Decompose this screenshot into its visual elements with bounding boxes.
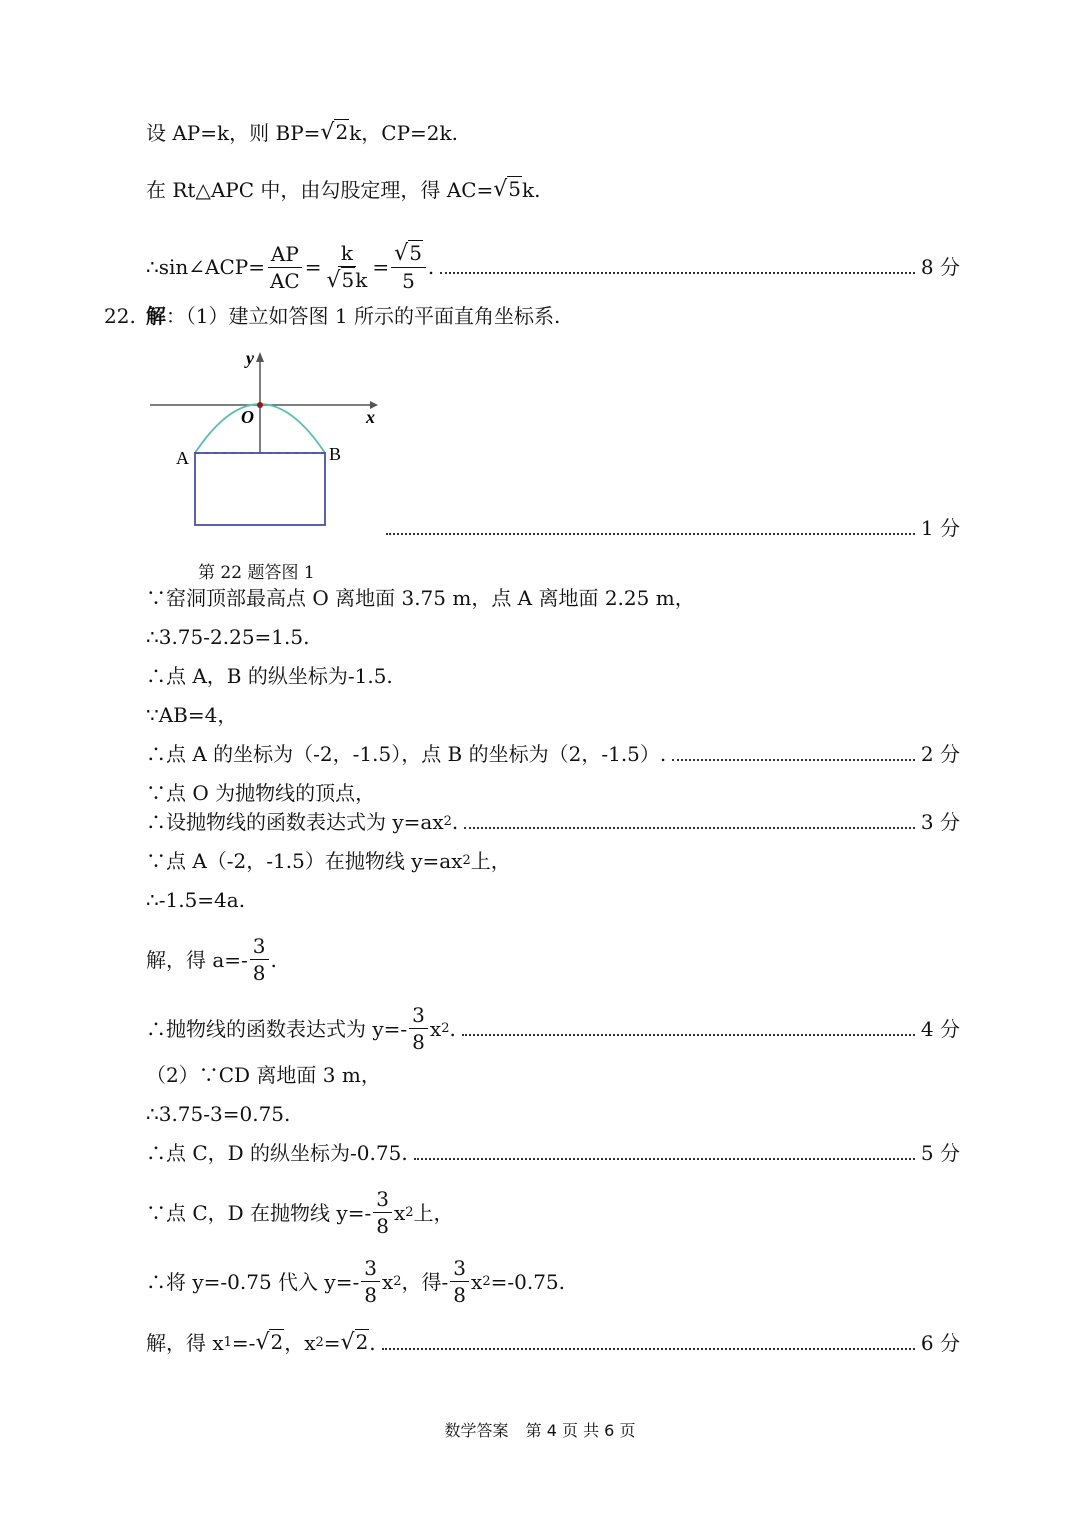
fraction: $\frac{3}{8}$ (450, 1255, 469, 1308)
dot-leader (386, 533, 915, 535)
score: 2 分 (920, 742, 960, 766)
fraction: $\frac{3}{8}$ (361, 1255, 380, 1308)
text: ∴设抛物线的函数表达式为 y=ax (146, 810, 444, 834)
text-line (146, 175, 960, 204)
label-b: B (329, 444, 342, 464)
dot-leader (464, 827, 915, 829)
sqrt: √2 (255, 1330, 284, 1355)
score: 8 分 (920, 255, 960, 279)
text: ∴sin∠ACP= (146, 255, 265, 279)
text: 在 Rt△APC 中，由勾股定理，得 AC= (146, 177, 494, 202)
text: ，x (284, 1330, 316, 1355)
dot-leader (672, 759, 915, 761)
text: ：（1）建立如答图 1 所示的平面直角坐标系. (165, 304, 561, 328)
score: 3 分 (920, 810, 960, 834)
parabola-figure (140, 340, 400, 540)
text: x (393, 1200, 406, 1225)
text-line: ∴点 A，B 的纵坐标为-1.5. (146, 664, 393, 688)
label-x: x (366, 407, 375, 427)
text: ∴将 y=-0.75 代入 y=- (146, 1269, 360, 1294)
text-line: ∵窑洞顶部最高点 O 离地面 3.75 m，点 A 离地面 2.25 m， (146, 586, 695, 610)
text: ，得- (401, 1269, 449, 1294)
question-number: 22. (104, 304, 136, 328)
footer-subject: 数学答案 (444, 1421, 509, 1440)
text-line: （2）∵CD 离地面 3 m， (146, 1063, 381, 1087)
text-line (146, 740, 960, 768)
footer-page: 第 4 页 共 6 页 (525, 1421, 636, 1440)
figure-caption: 第 22 题答图 1 (198, 563, 315, 583)
question-header (104, 302, 960, 330)
score: 5 分 (920, 1141, 960, 1165)
text-line: ∴-1.5=4a. (146, 888, 246, 912)
text: ∴点 C，D 的纵坐标为-0.75. (146, 1141, 408, 1165)
solution-label: 解 (145, 304, 166, 328)
text-line: ∴将 y=-0.75 代入 y=- $\frac{3}{8}$ x 2 ，得- $\frac{3}{8}$ x 2 =-0.75. (146, 1256, 565, 1307)
text: ∵点 C，D 在抛物线 y=- (146, 1200, 372, 1225)
fraction: $\frac{AP}{AC}$ (267, 241, 303, 294)
text: x (471, 1269, 483, 1294)
fraction: $\frac{3}{8}$ (373, 1186, 392, 1239)
text: x (429, 1016, 442, 1041)
text: x (381, 1269, 394, 1294)
text: ∴抛物线的函数表达式为 y=- (146, 1016, 408, 1041)
text: 上， (470, 849, 511, 873)
equals: = (304, 255, 322, 279)
text-line: ∵点 C，D 在抛物线 y=- $\frac{3}{8}$ x 2 上， (146, 1187, 454, 1238)
window-rect (195, 453, 325, 525)
text: 解，得 a=- (146, 947, 248, 972)
text-line: ∴抛物线的函数表达式为 y=- $\frac{3}{8}$ x 2 . 4 分 (146, 1003, 960, 1054)
text: = (323, 1330, 341, 1355)
text: 解，得 x (146, 1330, 224, 1355)
label-a: A (176, 448, 189, 468)
dot-leader (382, 1348, 915, 1350)
y-axis-arrow (256, 352, 264, 362)
text-line (146, 933, 960, 986)
text-line (146, 240, 960, 294)
fraction: $\frac{√5}{5}$ (391, 240, 426, 294)
fraction: $\frac{3}{8}$ (409, 1002, 428, 1055)
text: . (451, 810, 459, 834)
text: k. (522, 177, 541, 202)
dot-leader (414, 1158, 915, 1160)
text-line: ∴设抛物线的函数表达式为 y=ax 2 . 3 分 (146, 810, 960, 834)
origin-dot (257, 402, 263, 408)
text: ∴点 A 的坐标为（-2，-1.5），点 B 的坐标为（2，-1.5）. (146, 742, 667, 766)
text: k，CP=2k. (349, 120, 459, 145)
fraction: $\frac{3}{8}$ (250, 933, 269, 986)
text-line: ∴3.75-3=0.75. (146, 1102, 291, 1126)
text-line: 解，得 x 1 =- √2 ，x 2 = √2 . 6 分 (146, 1330, 960, 1355)
equals: = (372, 255, 390, 279)
sqrt: √2 (320, 120, 349, 145)
text: 设 AP=k，则 BP= (146, 120, 321, 145)
text-line: ∵AB=4， (146, 703, 238, 727)
text-line (146, 118, 960, 147)
text: . (369, 1330, 376, 1355)
text: . (270, 947, 277, 972)
text-line (146, 1139, 960, 1167)
label-o: O (241, 407, 254, 427)
sqrt: √2 (340, 1330, 369, 1355)
text: =- (231, 1330, 256, 1355)
text: . (427, 255, 435, 279)
text-line: ∴3.75-2.25=1.5. (146, 625, 310, 649)
text: . (449, 1016, 456, 1041)
score: 4 分 (920, 1016, 960, 1041)
text-line (386, 514, 960, 542)
score: 1 分 (920, 516, 960, 540)
text: 上， (413, 1200, 454, 1225)
dot-leader (440, 272, 915, 274)
label-y: y (246, 348, 254, 368)
score: 6 分 (920, 1330, 960, 1355)
text: ∵点 A（-2，-1.5）在抛物线 y=ax (146, 849, 463, 873)
page-footer (0, 1418, 1080, 1441)
dot-leader (462, 1034, 915, 1036)
sqrt: √5 (493, 177, 522, 202)
text: =-0.75. (490, 1269, 565, 1294)
fraction: $\frac{k}{√5k}$ (326, 241, 368, 293)
text-line: ∵点 O 为抛物线的顶点， (146, 781, 376, 805)
text-line: ∵点 A（-2，-1.5）在抛物线 y=ax 2 上， (146, 849, 511, 873)
